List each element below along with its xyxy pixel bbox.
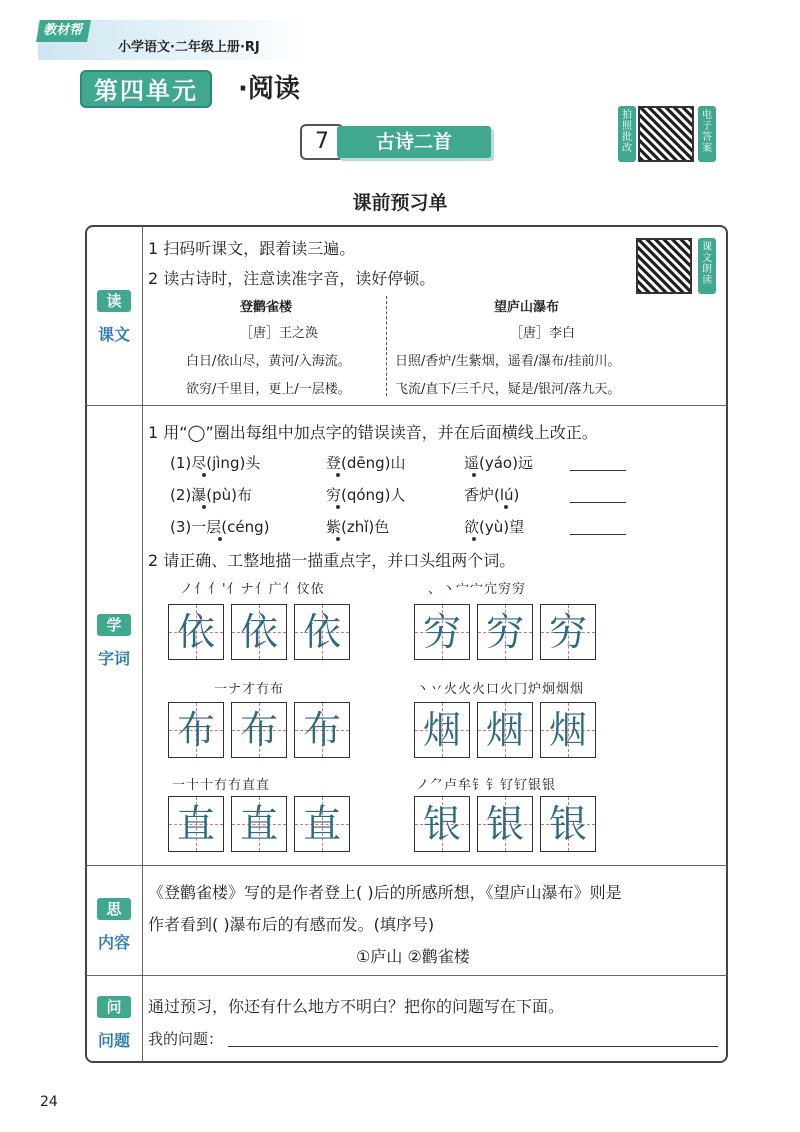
character-grid[interactable]: 布 <box>294 702 350 758</box>
emphasis-dot <box>336 505 340 509</box>
character-grid[interactable]: 依 <box>294 604 350 660</box>
pinyin-item: 穷(qóng)人 <box>326 486 406 504</box>
think-label: 内容 <box>97 933 130 952</box>
ask-prompt: 我的问题： <box>148 1030 224 1048</box>
emphasis-dot <box>336 473 340 477</box>
poem1-line2: 欲穷/千里目，更上/一层楼。 <box>186 382 351 397</box>
stroke-order: 一ナ才冇布 <box>214 682 285 697</box>
character-grid[interactable]: 银 <box>540 796 596 852</box>
poem2-author: ［唐］李白 <box>510 326 576 341</box>
character-grid[interactable]: 直 <box>294 796 350 852</box>
poem2-line1: 日照/香炉/生紫烟，遥看/瀑布/挂前川。 <box>395 354 621 369</box>
lesson-title: 古诗二首 <box>337 126 491 158</box>
row-divider <box>86 975 727 976</box>
pinyin-item: 登(dēng)山 <box>326 454 406 472</box>
ask-badge: 问 <box>97 996 131 1018</box>
answer-blank[interactable] <box>570 502 626 503</box>
answer-qr-code-icon[interactable] <box>638 106 694 162</box>
character-grid[interactable]: 烟 <box>540 702 596 758</box>
think-options: ①庐山 ②鹳雀楼 <box>356 947 470 966</box>
character-grid[interactable]: 烟 <box>477 702 533 758</box>
correction-label: 拍照批改 <box>618 106 636 162</box>
character-grid[interactable]: 穷 <box>540 604 596 660</box>
lesson-number: 7 <box>300 124 344 160</box>
emphasis-dot <box>336 537 340 541</box>
page-number: 24 <box>40 1094 58 1110</box>
poem1-line1: 白日/依山尽，黄河/入海流。 <box>186 354 351 369</box>
answer-blank[interactable] <box>570 534 626 535</box>
pinyin-item: 香炉(lú) <box>464 486 520 504</box>
row-divider <box>86 865 727 866</box>
brand-tag: 教材帮 <box>36 20 91 42</box>
poem1-author: ［唐］王之涣 <box>240 326 319 341</box>
character-grid[interactable]: 银 <box>414 796 470 852</box>
emphasis-dot <box>504 505 508 509</box>
subject-label: 小学语文·二年级上册·RJ <box>118 40 260 55</box>
character-grid[interactable]: 依 <box>231 604 287 660</box>
character-grid[interactable]: 银 <box>477 796 533 852</box>
character-grid[interactable]: 穷 <box>477 604 533 660</box>
read-item-2: 2 读古诗时，注意读准字音，读好停顿。 <box>148 269 436 288</box>
ask-line-1: 通过预习，你还有什么地方不明白？把你的问题写在下面。 <box>148 997 565 1016</box>
pinyin-item: (3)一层(céng) <box>170 518 270 536</box>
pinyin-item: (1)尽(jìng)头 <box>170 454 261 472</box>
character-grid[interactable]: 依 <box>168 604 224 660</box>
ask-label: 问题 <box>97 1031 130 1050</box>
stroke-order: ノ⺈卢牟钅钅钌钌银银 <box>416 778 557 793</box>
poem2-title: 望庐山瀑布 <box>494 300 560 315</box>
section-title: ·阅读 <box>238 74 300 104</box>
read-item-1: 1 扫码听课文，跟着读三遍。 <box>148 239 356 258</box>
pinyin-item: 遥(yáo)远 <box>464 454 533 472</box>
stroke-order: 、丶宀宀宂穷穷 <box>428 582 527 597</box>
study-badge: 学 <box>97 614 131 636</box>
study-question-1: 1 用“◯”圈出每组中加点字的错误读音，并在后面横线上改正。 <box>148 423 598 442</box>
stroke-order: ノ亻亻'亻ナ亻广亻伩依 <box>180 582 325 597</box>
character-grid[interactable]: 直 <box>231 796 287 852</box>
character-grid[interactable]: 布 <box>168 702 224 758</box>
pinyin-item: 紫(zhǐ)色 <box>326 518 390 536</box>
character-grid[interactable]: 布 <box>231 702 287 758</box>
unit-title: 第四单元 <box>80 70 212 108</box>
character-grid[interactable]: 直 <box>168 796 224 852</box>
emphasis-dot <box>202 473 206 477</box>
think-badge: 思 <box>97 898 131 920</box>
pinyin-item: (2)瀑(pù)布 <box>170 486 252 504</box>
think-line-1: 《登鹳雀楼》写的是作者登上( )后的所感所想，《望庐山瀑布》则是 <box>148 883 622 902</box>
listen-label: 课文朗读 <box>698 238 716 294</box>
think-line-2: 作者看到( )瀑布后的有感而发。(填序号) <box>148 915 435 934</box>
poem1-title: 登鹳雀楼 <box>240 300 293 315</box>
read-badge: 读 <box>97 290 131 312</box>
read-label: 课文 <box>97 325 130 344</box>
emphasis-dot <box>202 505 206 509</box>
answer-blank[interactable] <box>570 470 626 471</box>
study-question-2: 2 请正确、工整地描一描重点字，并口头组两个词。 <box>148 551 516 570</box>
emphasis-dot <box>218 537 222 541</box>
emphasis-dot <box>472 537 476 541</box>
character-grid[interactable]: 穷 <box>414 604 470 660</box>
sheet-title: 课前预习单 <box>352 192 448 214</box>
row-divider <box>86 405 727 406</box>
question-answer-line[interactable] <box>228 1046 718 1047</box>
pinyin-item: 欲(yù)望 <box>464 518 525 536</box>
stroke-order: 一十十冇冇直直 <box>172 778 271 793</box>
poem2-line2: 飞流/直下/三千尺，疑是/银河/落九天。 <box>395 382 621 397</box>
answer-label: 电子答案 <box>698 106 716 162</box>
study-label: 字词 <box>97 649 130 668</box>
emphasis-dot <box>472 473 476 477</box>
column-divider <box>142 226 143 1062</box>
stroke-order: 丶丷火火火口火冂炉炯烟烟 <box>416 682 585 697</box>
listen-qr-code-icon[interactable] <box>636 238 692 294</box>
poem-divider <box>386 296 387 396</box>
character-grid[interactable]: 烟 <box>414 702 470 758</box>
